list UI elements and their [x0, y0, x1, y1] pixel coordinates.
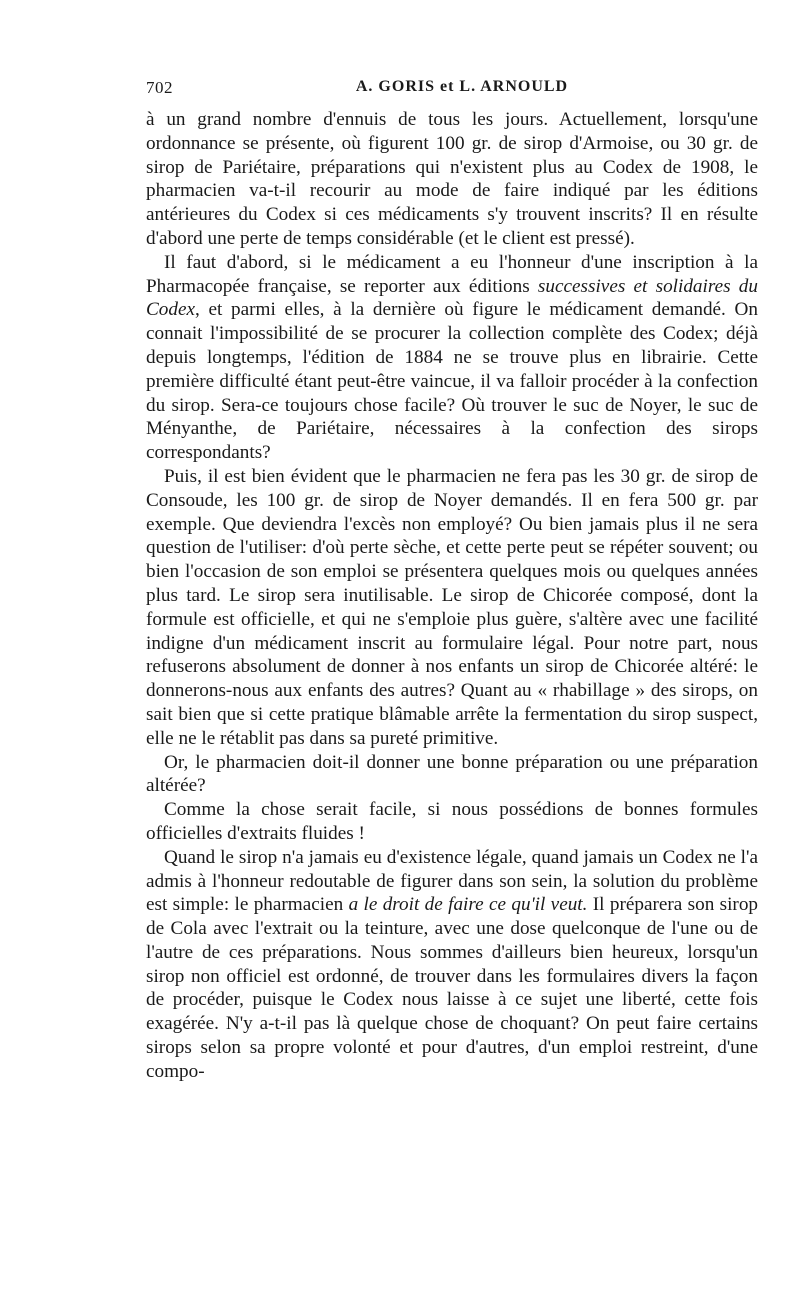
body-text [146, 108, 758, 1084]
paragraph [146, 846, 758, 1084]
paragraph [146, 465, 758, 751]
paragraph-text: Il préparera son sirop de Cola avec l'extrait ou la teinture, avec une dose quelconque de l'une ou de l'autre de ces préparations. Nous sommes d'ailleurs bien heureux, lorsqu'un sirop non officiel est ordonné, de trouver dans les formulaires divers la façon de procéder, puisque le Codex nous laisse à ce sujet une liberté, cette fois exagérée. N'y a-t-il pas là quelque chose de choquant? On peut faire certains sirops selon sa propre volonté et pour d'autres, d'un emploi restreint, d'une compo- [146, 894, 759, 1082]
paragraph [146, 751, 758, 799]
italic-text: a le droit de faire ce qu'il veut. [348, 894, 588, 916]
paragraph [146, 108, 758, 251]
page-header [146, 76, 758, 106]
page-number: 702 [146, 78, 173, 97]
paragraph-text: , et parmi elles, à la dernière où figure le médicament demandé. On connait l'impossibilité de se procurer la collection complète des Codex; déjà depuis longtemps, l'édition de 1884 ne se trouve plus en librairie. Cette première difficulté étant peut-être vaincue, il va falloir procéder à la confection du sirop. Sera-ce toujours chose facile? Où trouver le suc de Noyer, le suc de Ményanthe, de Pariétaire, nécessaires à la confection des sirops correspondants? [146, 299, 758, 464]
paragraph [146, 251, 758, 465]
italic-text: successives et solidaires du Codex [146, 275, 758, 321]
paragraph-text: Quand le sirop n'a jamais eu d'existence légale, quand jamais un Codex ne l'a admis à l'honneur redoutable de figurer dans son sein, la solution du problème est simple: le pharmacien [146, 846, 758, 916]
paragraph-text: Or, le pharmacien doit-il donner une bonne préparation ou une préparation altérée? [146, 751, 758, 797]
document-page [146, 76, 758, 1084]
paragraph-text: Il faut d'abord, si le médicament a eu l'honneur d'une inscription à la Pharmacopée française, se reporter aux éditions [146, 251, 758, 297]
paragraph-text: à un grand nombre d'ennuis de tous les jours. Actuellement, lorsqu'une ordonnance se présente, où figurent 100 gr. de sirop d'Armoise, ou 30 gr. de sirop de Pariétaire, préparations qui n'existent plus au Codex de 1908, le pharmacien va-t-il recourir au mode de faire indiqué par les éditions antérieures du Codex si ces médicaments s'y trouvent inscrits? Il en résulte d'abord une perte de temps considérable (et le client est pressé). [146, 109, 758, 249]
paragraph-text: Puis, il est bien évident que le pharmacien ne fera pas les 30 gr. de sirop de Consoude, les 100 gr. de sirop de Noyer demandés. Il en fera 500 gr. par exemple. Que deviendra l'excès non employé? Ou bien jamais plus il ne sera question de l'utiliser: d'où perte sèche, et cette perte peut se répéter souvent; ou bien l'occasion de son emploi se présentera quelques mois ou quelques années plus tard. Le sirop sera inutilisable. Le sirop de Chicorée composé, dont la formule est officielle, et qui ne s'emploie plus guère, s'altère avec une facilité indigne d'un médicament inscrit au formulaire légal. Pour notre part, nous refuserons absolument de donner à nos enfants un sirop de Chicorée altéré: le donnerons-nous aux enfants des autres? Quant au « rhabillage » des sirops, on sait bien que si cette pratique blâmable arrête la fermentation du sirop suspect, elle ne le rétablit pas dans sa pureté primitive. [146, 465, 758, 749]
paragraph-text: Comme la chose serait facile, si nous possédions de bonnes formules officielles d'extraits fluides ! [146, 799, 758, 844]
paragraph [146, 798, 758, 846]
running-head: A. GORIS et L. ARNOULD [355, 78, 569, 95]
